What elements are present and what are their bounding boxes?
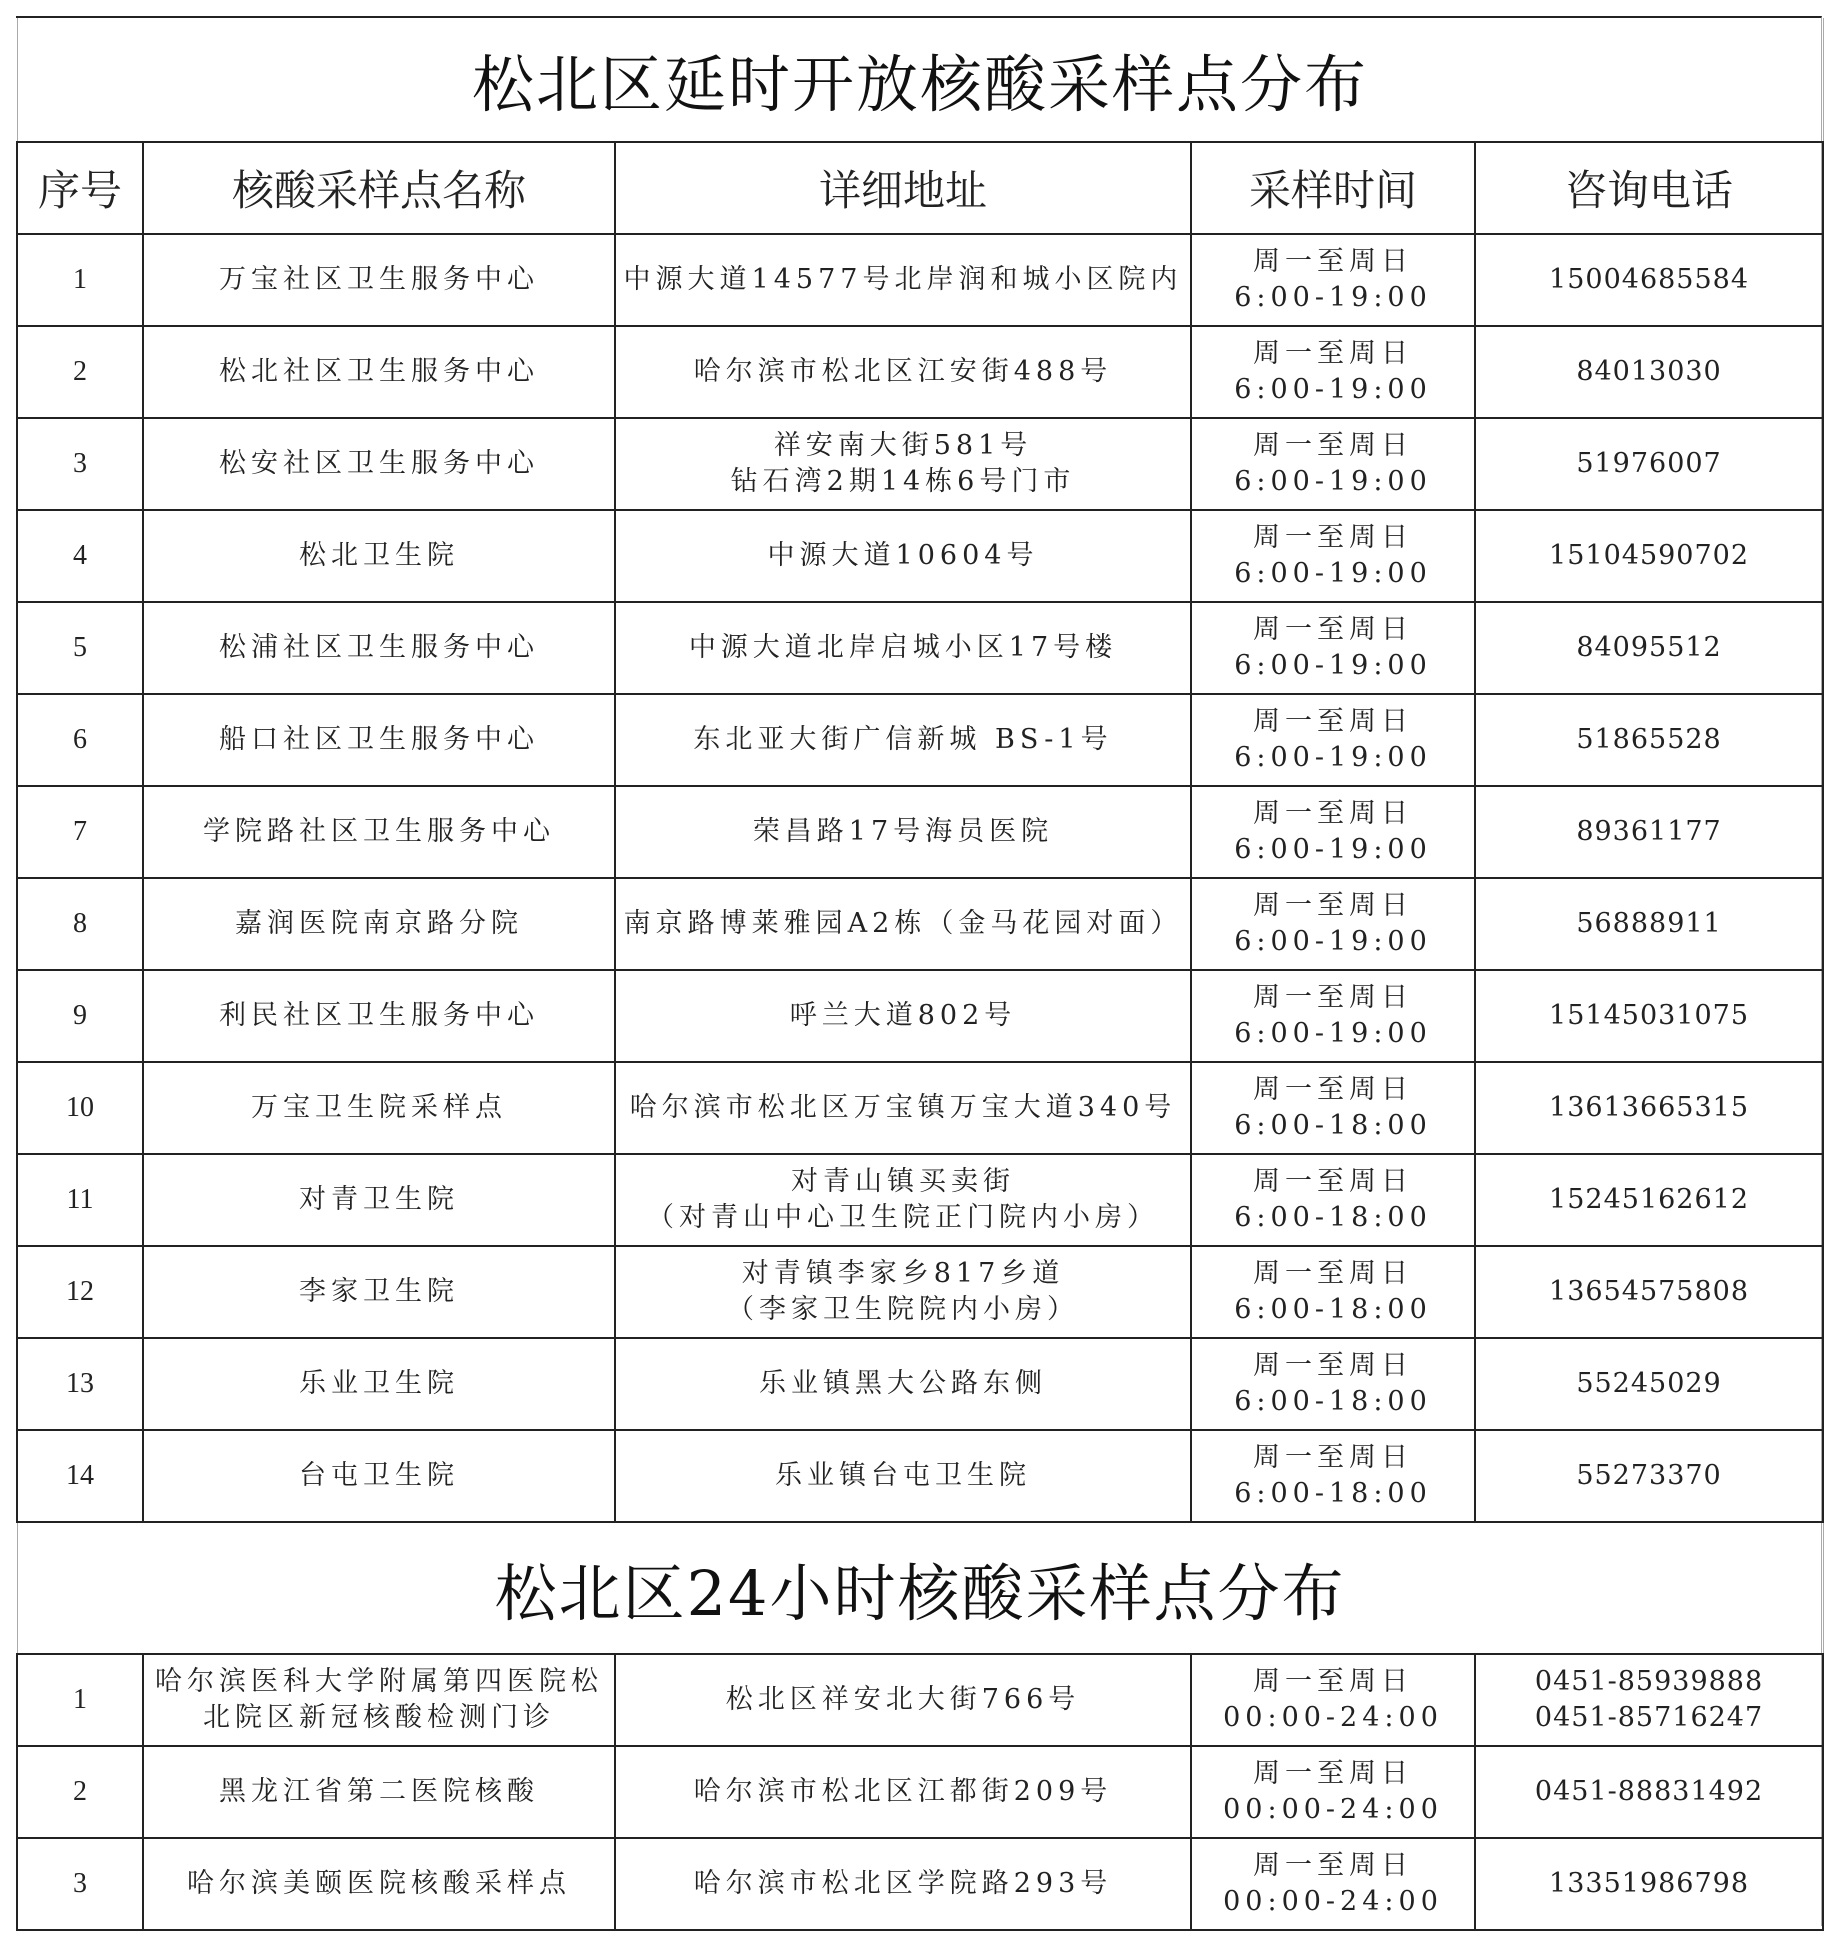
cell-address bbox=[615, 1654, 1191, 1746]
sampling-time-line: 6:00-19:00 bbox=[1234, 926, 1432, 957]
address-line: 哈尔滨市松北区万宝镇万宝大道340号 bbox=[629, 1092, 1177, 1123]
cell-serial-number: 3 bbox=[17, 1838, 143, 1930]
sampling-time-line: 周一至周日 bbox=[1253, 1758, 1413, 1789]
cell-serial-number: 11 bbox=[17, 1154, 143, 1246]
cell-sampling-time bbox=[1191, 786, 1475, 878]
cell-sampling-time bbox=[1191, 878, 1475, 970]
address-line: 松北区祥安北大街766号 bbox=[725, 1684, 1081, 1715]
cell-site-name bbox=[143, 1654, 615, 1746]
cell-sampling-time bbox=[1191, 510, 1475, 602]
cell-phone bbox=[1475, 1154, 1823, 1246]
sampling-time-line: 00:00-24:00 bbox=[1223, 1702, 1443, 1733]
cell-serial-number: 7 bbox=[17, 786, 143, 878]
cell-phone bbox=[1475, 234, 1823, 326]
cell-sampling-time bbox=[1191, 694, 1475, 786]
header-site-name: 核酸采样点名称 bbox=[143, 142, 615, 234]
sampling-time-line: 周一至周日 bbox=[1253, 1350, 1413, 1381]
cell-address bbox=[615, 602, 1191, 694]
cell-serial-number: 2 bbox=[17, 326, 143, 418]
cell-sampling-time bbox=[1191, 1338, 1475, 1430]
header-address: 详细地址 bbox=[615, 142, 1191, 234]
section2-title-row bbox=[17, 1522, 1823, 1654]
cell-address bbox=[615, 878, 1191, 970]
address-line: 中源大道14577号北岸润和城小区院内 bbox=[623, 264, 1183, 295]
cell-sampling-time bbox=[1191, 1154, 1475, 1246]
cell-address bbox=[615, 234, 1191, 326]
sampling-time-line: 周一至周日 bbox=[1253, 1074, 1413, 1105]
table-row bbox=[17, 602, 1823, 694]
phone-line: 15145031075 bbox=[1549, 1000, 1750, 1031]
cell-site-name bbox=[143, 1338, 615, 1430]
site-name-line: 哈尔滨美颐医院核酸采样点 bbox=[187, 1868, 571, 1899]
sampling-time-line: 00:00-24:00 bbox=[1223, 1886, 1443, 1917]
sampling-time-line: 周一至周日 bbox=[1253, 614, 1413, 645]
site-name-line: 松北社区卫生服务中心 bbox=[219, 356, 539, 387]
sampling-time-line: 6:00-18:00 bbox=[1234, 1110, 1432, 1141]
sampling-time-line: 6:00-18:00 bbox=[1234, 1294, 1432, 1325]
phone-line: 13351986798 bbox=[1549, 1868, 1750, 1899]
table-row bbox=[17, 510, 1823, 602]
sampling-time-line: 周一至周日 bbox=[1253, 982, 1413, 1013]
cell-site-name bbox=[143, 326, 615, 418]
sampling-time-line: 周一至周日 bbox=[1253, 430, 1413, 461]
table-row bbox=[17, 694, 1823, 786]
site-name-line: 万宝卫生院采样点 bbox=[251, 1092, 507, 1123]
address-line: （对青山中心卫生院正门院内小房） bbox=[647, 1202, 1159, 1233]
address-line: 乐业镇台屯卫生院 bbox=[775, 1460, 1031, 1491]
cell-serial-number: 2 bbox=[17, 1746, 143, 1838]
cell-site-name bbox=[143, 1246, 615, 1338]
address-line: 乐业镇黑大公路东侧 bbox=[759, 1368, 1047, 1399]
phone-line: 55273370 bbox=[1576, 1460, 1722, 1491]
table-row bbox=[17, 1746, 1823, 1838]
address-line: 对青镇李家乡817乡道 bbox=[741, 1258, 1065, 1289]
cell-address bbox=[615, 1338, 1191, 1430]
phone-line: 13613665315 bbox=[1549, 1092, 1750, 1123]
cell-sampling-time bbox=[1191, 1654, 1475, 1746]
phone-line: 84095512 bbox=[1576, 632, 1722, 663]
address-line: 对青山镇买卖街 bbox=[791, 1166, 1015, 1197]
sampling-time-line: 周一至周日 bbox=[1253, 338, 1413, 369]
table-row bbox=[17, 786, 1823, 878]
phone-line: 15245162612 bbox=[1549, 1184, 1750, 1215]
site-name-line: 乐业卫生院 bbox=[299, 1368, 459, 1399]
sampling-time-line: 周一至周日 bbox=[1253, 890, 1413, 921]
cell-phone bbox=[1475, 1838, 1823, 1930]
table-row bbox=[17, 326, 1823, 418]
cell-site-name bbox=[143, 1154, 615, 1246]
cell-site-name bbox=[143, 1746, 615, 1838]
header-sampling-time: 采样时间 bbox=[1191, 142, 1475, 234]
cell-serial-number: 13 bbox=[17, 1338, 143, 1430]
cell-site-name bbox=[143, 786, 615, 878]
cell-site-name bbox=[143, 1430, 615, 1522]
phone-line: 0451-88831492 bbox=[1534, 1776, 1764, 1807]
cell-phone bbox=[1475, 970, 1823, 1062]
table-row bbox=[17, 418, 1823, 510]
cell-site-name bbox=[143, 234, 615, 326]
cell-sampling-time bbox=[1191, 1838, 1475, 1930]
phone-line: 0451-85939888 bbox=[1534, 1666, 1764, 1697]
cell-site-name bbox=[143, 602, 615, 694]
cell-address bbox=[615, 418, 1191, 510]
cell-site-name bbox=[143, 694, 615, 786]
header-serial-number: 序号 bbox=[17, 142, 143, 234]
cell-serial-number: 1 bbox=[17, 1654, 143, 1746]
cell-site-name bbox=[143, 1062, 615, 1154]
table-row bbox=[17, 1062, 1823, 1154]
cell-serial-number: 5 bbox=[17, 602, 143, 694]
cell-phone bbox=[1475, 1654, 1823, 1746]
site-name-line: 嘉润医院南京路分院 bbox=[235, 908, 523, 939]
cell-sampling-time bbox=[1191, 326, 1475, 418]
table-row bbox=[17, 970, 1823, 1062]
sampling-sites-table bbox=[16, 18, 1824, 1931]
sampling-time-line: 6:00-18:00 bbox=[1234, 1478, 1432, 1509]
sampling-time-line: 周一至周日 bbox=[1253, 1166, 1413, 1197]
section1-title-row bbox=[17, 18, 1823, 142]
cell-address bbox=[615, 1746, 1191, 1838]
sampling-time-line: 6:00-19:00 bbox=[1234, 466, 1432, 497]
cell-serial-number: 8 bbox=[17, 878, 143, 970]
cell-sampling-time bbox=[1191, 1430, 1475, 1522]
sampling-time-line: 周一至周日 bbox=[1253, 798, 1413, 829]
phone-line: 56888911 bbox=[1576, 908, 1722, 939]
sampling-time-line: 周一至周日 bbox=[1253, 1258, 1413, 1289]
cell-site-name bbox=[143, 878, 615, 970]
address-line: 荣昌路17号海员医院 bbox=[752, 816, 1054, 847]
header-phone: 咨询电话 bbox=[1475, 142, 1823, 234]
cell-phone bbox=[1475, 786, 1823, 878]
cell-sampling-time bbox=[1191, 1062, 1475, 1154]
cell-address bbox=[615, 1246, 1191, 1338]
phone-line: 84013030 bbox=[1576, 356, 1722, 387]
section1-title: 松北区延时开放核酸采样点分布 bbox=[17, 18, 1823, 142]
header-row bbox=[17, 142, 1823, 234]
address-line: 钻石湾2期14栋6号门市 bbox=[730, 466, 1076, 497]
phone-line: 13654575808 bbox=[1549, 1276, 1750, 1307]
cell-sampling-time bbox=[1191, 1246, 1475, 1338]
sampling-time-line: 周一至周日 bbox=[1253, 1442, 1413, 1473]
sampling-time-line: 周一至周日 bbox=[1253, 1666, 1413, 1697]
table-row bbox=[17, 1654, 1823, 1746]
cell-phone bbox=[1475, 694, 1823, 786]
address-line: 呼兰大道802号 bbox=[789, 1000, 1017, 1031]
cell-serial-number: 4 bbox=[17, 510, 143, 602]
cell-phone bbox=[1475, 1746, 1823, 1838]
cell-serial-number: 10 bbox=[17, 1062, 143, 1154]
site-name-line: 北院区新冠核酸检测门诊 bbox=[203, 1702, 555, 1733]
sampling-time-line: 6:00-19:00 bbox=[1234, 834, 1432, 865]
spreadsheet-sheet bbox=[16, 16, 1822, 1926]
sampling-time-line: 6:00-19:00 bbox=[1234, 374, 1432, 405]
cell-site-name bbox=[143, 970, 615, 1062]
address-line: 中源大道北岸启城小区17号楼 bbox=[688, 632, 1118, 663]
cell-site-name bbox=[143, 1838, 615, 1930]
site-name-line: 船口社区卫生服务中心 bbox=[219, 724, 539, 755]
site-name-line: 松浦社区卫生服务中心 bbox=[219, 632, 539, 663]
site-name-line: 黑龙江省第二医院核酸 bbox=[219, 1776, 539, 1807]
cell-sampling-time bbox=[1191, 970, 1475, 1062]
cell-phone bbox=[1475, 1338, 1823, 1430]
address-line: 祥安南大街581号 bbox=[773, 430, 1033, 461]
phone-line: 0451-85716247 bbox=[1534, 1702, 1764, 1733]
site-name-line: 利民社区卫生服务中心 bbox=[219, 1000, 539, 1031]
cell-phone bbox=[1475, 1062, 1823, 1154]
sampling-time-line: 周一至周日 bbox=[1253, 1850, 1413, 1881]
cell-address bbox=[615, 326, 1191, 418]
cell-sampling-time bbox=[1191, 418, 1475, 510]
site-name-line: 松北卫生院 bbox=[299, 540, 459, 571]
phone-line: 15104590702 bbox=[1549, 540, 1750, 571]
site-name-line: 万宝社区卫生服务中心 bbox=[219, 264, 539, 295]
address-line: （李家卫生院院内小房） bbox=[727, 1294, 1079, 1325]
phone-line: 51976007 bbox=[1576, 448, 1722, 479]
table-row bbox=[17, 878, 1823, 970]
cell-sampling-time bbox=[1191, 234, 1475, 326]
site-name-line: 台屯卫生院 bbox=[299, 1460, 459, 1491]
cell-address bbox=[615, 1062, 1191, 1154]
table-row bbox=[17, 1338, 1823, 1430]
phone-line: 55245029 bbox=[1576, 1368, 1722, 1399]
table-row bbox=[17, 1154, 1823, 1246]
table-row bbox=[17, 1838, 1823, 1930]
cell-serial-number: 14 bbox=[17, 1430, 143, 1522]
phone-line: 15004685584 bbox=[1549, 264, 1750, 295]
cell-phone bbox=[1475, 602, 1823, 694]
phone-line: 89361177 bbox=[1576, 816, 1722, 847]
cell-serial-number: 6 bbox=[17, 694, 143, 786]
site-name-line: 松安社区卫生服务中心 bbox=[219, 448, 539, 479]
cell-serial-number: 12 bbox=[17, 1246, 143, 1338]
site-name-line: 哈尔滨医科大学附属第四医院松 bbox=[155, 1666, 603, 1697]
site-name-line: 对青卫生院 bbox=[299, 1184, 459, 1215]
cell-site-name bbox=[143, 418, 615, 510]
cell-phone bbox=[1475, 418, 1823, 510]
cell-phone bbox=[1475, 878, 1823, 970]
sampling-time-line: 周一至周日 bbox=[1253, 246, 1413, 277]
sampling-time-line: 6:00-19:00 bbox=[1234, 1018, 1432, 1049]
sampling-time-line: 00:00-24:00 bbox=[1223, 1794, 1443, 1825]
site-name-line: 李家卫生院 bbox=[299, 1276, 459, 1307]
sampling-time-line: 6:00-19:00 bbox=[1234, 650, 1432, 681]
cell-address bbox=[615, 1154, 1191, 1246]
sampling-time-line: 6:00-18:00 bbox=[1234, 1202, 1432, 1233]
sampling-time-line: 6:00-19:00 bbox=[1234, 282, 1432, 313]
site-name-line: 学院路社区卫生服务中心 bbox=[203, 816, 555, 847]
cell-address bbox=[615, 786, 1191, 878]
table-row bbox=[17, 1246, 1823, 1338]
cell-sampling-time bbox=[1191, 1746, 1475, 1838]
sampling-time-line: 周一至周日 bbox=[1253, 522, 1413, 553]
phone-line: 51865528 bbox=[1576, 724, 1722, 755]
cell-phone bbox=[1475, 1430, 1823, 1522]
address-line: 南京路博莱雅园A2栋（金马花园对面） bbox=[623, 908, 1183, 939]
cell-serial-number: 9 bbox=[17, 970, 143, 1062]
cell-address bbox=[615, 970, 1191, 1062]
cell-address bbox=[615, 510, 1191, 602]
section2-title: 松北区24小时核酸采样点分布 bbox=[17, 1522, 1823, 1654]
cell-address bbox=[615, 694, 1191, 786]
address-line: 哈尔滨市松北区江安街488号 bbox=[693, 356, 1113, 387]
address-line: 东北亚大街广信新城 BS-1号 bbox=[693, 724, 1113, 755]
cell-serial-number: 1 bbox=[17, 234, 143, 326]
table-row bbox=[17, 1430, 1823, 1522]
cell-phone bbox=[1475, 1246, 1823, 1338]
address-line: 中源大道10604号 bbox=[767, 540, 1039, 571]
cell-address bbox=[615, 1430, 1191, 1522]
sampling-time-line: 6:00-18:00 bbox=[1234, 1386, 1432, 1417]
sampling-time-line: 周一至周日 bbox=[1253, 706, 1413, 737]
cell-phone bbox=[1475, 326, 1823, 418]
table-row bbox=[17, 234, 1823, 326]
cell-site-name bbox=[143, 510, 615, 602]
address-line: 哈尔滨市松北区学院路293号 bbox=[693, 1868, 1113, 1899]
cell-serial-number: 3 bbox=[17, 418, 143, 510]
sampling-time-line: 6:00-19:00 bbox=[1234, 558, 1432, 589]
cell-phone bbox=[1475, 510, 1823, 602]
address-line: 哈尔滨市松北区江都街209号 bbox=[693, 1776, 1113, 1807]
sampling-time-line: 6:00-19:00 bbox=[1234, 742, 1432, 773]
cell-sampling-time bbox=[1191, 602, 1475, 694]
cell-address bbox=[615, 1838, 1191, 1930]
